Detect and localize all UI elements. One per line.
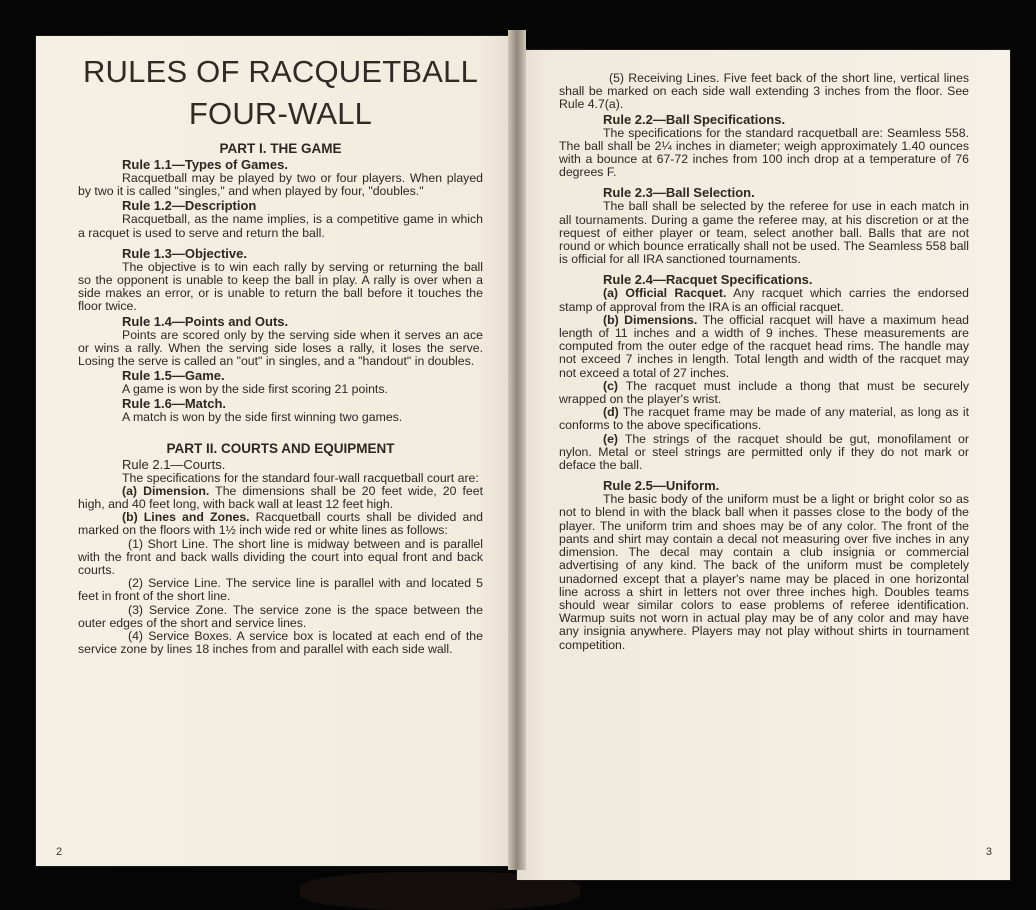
rule-2-3-heading: Rule 2.3—Ball Selection. bbox=[603, 185, 755, 201]
rule-2-4-d bbox=[559, 406, 969, 432]
rule-2-1-heading: Rule 2.1—Courts. bbox=[122, 456, 226, 472]
rule-2-4-b-lead: (b) Dimensions. bbox=[603, 312, 698, 327]
rule-2-4-d-text: The racquet frame may be made of any material, as long as it conforms to the above specifications. bbox=[559, 405, 969, 433]
rule-2-4-c-lead: (c) bbox=[603, 378, 619, 393]
rule-2-4-a-text: Any racquet which carries the endorsed stamp of approval from the IRA is an official racquet. bbox=[559, 286, 969, 314]
part-1-heading: PART I. THE GAME bbox=[219, 141, 342, 156]
line-2-service-line: (2) Service Line. The service line is parallel with and located 5 feet in front of the short line. bbox=[78, 576, 483, 604]
rule-2-4-d-lead: (d) bbox=[603, 405, 619, 420]
rule-1-2-text: Racquetball, as the name implies, is a competitive game in which a racquet is used to serve and return the ball. bbox=[78, 212, 483, 240]
line-3-service-zone: (3) Service Zone. The service zone is the space between the outer edges of the short and service lines. bbox=[78, 602, 483, 630]
rule-2-1-text: The specifications for the standard four-wall racquetball court are: bbox=[122, 470, 479, 485]
open-booklet bbox=[36, 30, 1010, 870]
title-line-1: RULES OF RACQUETBALL bbox=[82, 54, 479, 89]
rule-1-1-text: Racquetball may be played by two or four players. When played by two it is called "singles," and when played by four, "doubles." bbox=[78, 171, 483, 199]
rule-2-4-a-lead: (a) Official Racquet. bbox=[603, 286, 727, 301]
rule-1-1-heading: Rule 1.1—Types of Games. bbox=[122, 157, 288, 172]
rule-2-5-heading: Rule 2.5—Uniform. bbox=[603, 478, 720, 494]
rule-2-1-a-lead: (a) Dimension. bbox=[122, 483, 210, 498]
left-column bbox=[78, 36, 483, 656]
rule-2-2-text: The specifications for the standard racquetball are: Seamless 558. The ball shall be 2¼ inches in diameter; weigh approximately 1.40 ounces with a bounce at 67-72 inches from 100 inch drop at a temperature of 76 degrees F. bbox=[559, 125, 969, 180]
rule-1-2-heading: Rule 1.2—Description bbox=[122, 198, 257, 214]
rule-2-4-e-text: The strings of the racquet should be gut, monofilament or nylon. Metal or steel strings are permitted only if they do not mark or deface the ball. bbox=[559, 431, 969, 473]
rule-1-6-text: A match is won by the side first winning two games. bbox=[122, 410, 403, 425]
title-line-2: FOUR-WALL bbox=[188, 96, 373, 131]
rule-2-1-b-text: Racquetball courts shall be divided and marked on the floors with 1½ inch wide red or white lines as follows: bbox=[78, 510, 483, 538]
rule-1-4-text: Points are scored only by the serving side when it serves an ace or wins a rally. When the serving side loses a rally, it loses the serve. Losing the serve is called an "out" in singles, and a "handout" in doubles. bbox=[78, 327, 483, 369]
left-page bbox=[36, 36, 515, 866]
page-number-right: 3 bbox=[985, 846, 992, 858]
rule-1-3-heading: Rule 1.3—Objective. bbox=[122, 245, 247, 261]
rule-2-5-text: The basic body of the uniform must be a light or bright color so as not to blend in with the black ball when it passes close to the body of the player. The uniform trim and shoes may be of any color. The front of the pants and shirt may contain a decal not measuring over five inches in any dimension. The decal may contain a club insignia or commercial advertising of any kind. The back of the uniform must be completely unadorned except that a player's name may be placed in one horizontal line across a shirt in letters not over three inches high. Doubles teams should wear similar colors to ease problems of referee identification. Warmup suits not worn in actual play may be of any color and may have any insignia anywhere. Players may not play without shirts in tournament competition. bbox=[559, 492, 969, 652]
rule-2-4-e bbox=[559, 433, 969, 473]
part-2-heading: PART II. COURTS AND EQUIPMENT bbox=[166, 440, 395, 456]
rule-2-1-a bbox=[78, 485, 483, 511]
line-4-service-boxes: (4) Service Boxes. A service box is located at each end of the service zone by lines 18 inches from and parallel with each side wall. bbox=[78, 629, 483, 657]
rule-1-4-heading: Rule 1.4—Points and Outs. bbox=[122, 313, 289, 329]
rule-1-5-text: A game is won by the side first scoring 21 points. bbox=[122, 382, 388, 397]
rule-2-1-b-lead: (b) Lines and Zones. bbox=[122, 510, 250, 525]
right-page bbox=[517, 50, 1010, 880]
rule-2-4-e-lead: (e) bbox=[603, 431, 619, 446]
rule-2-4-b-text: The official racquet will have a maximum head length of 11 inches and a width of 9 inches. These measurements are computed from the outer edge of the racquet head rims. The handle may not exceed 7 inches in length. Total length and width of the racquet may not exceed a total of 27 inches. bbox=[559, 312, 969, 380]
booklet-spine bbox=[508, 30, 526, 870]
page-title bbox=[78, 51, 483, 135]
rule-2-4-a bbox=[559, 287, 969, 313]
rule-2-3-text: The ball shall be selected by the referee for use in each match in all tournaments. During a game the referee may, at his discretion or at the request of either player or team, select another ball. Balls that are not round or which bounce erratically shall not be used. The Seamless 558 ball is official for all IRA sanctioned tournaments. bbox=[559, 199, 969, 267]
rule-2-4-c-text: The racquet must include a thong that must be securely wrapped on the player's wrist. bbox=[559, 378, 969, 407]
rule-2-4-c bbox=[559, 380, 969, 406]
page-number-left: 2 bbox=[56, 846, 63, 858]
right-column bbox=[559, 72, 969, 652]
rule-2-2-heading: Rule 2.2—Ball Specifications. bbox=[603, 111, 786, 127]
rule-2-1-a-text: The dimensions shall be 20 feet wide, 20 feet high, and 40 feet long, with back wall at least 12 feet high. bbox=[78, 483, 483, 512]
rule-2-4-b bbox=[559, 314, 969, 380]
line-1-short-line: (1) Short Line. The short line is midway between and is parallel with the front and back walls dividing the court into equal front and back courts. bbox=[78, 536, 483, 578]
rule-2-1-b bbox=[78, 511, 483, 537]
rule-1-5-heading: Rule 1.5—Game. bbox=[122, 368, 225, 384]
rule-1-3-text: The objective is to win each rally by serving or returning the ball so the opponent is unable to keep the ball in play. A rally is over when a side makes an error, or is unable to return the ball before it touches the floor twice. bbox=[78, 259, 483, 314]
rule-2-4-heading: Rule 2.4—Racquet Specifications. bbox=[603, 272, 813, 288]
line-5-receiving-lines: (5) Receiving Lines. Five feet back of the short line, vertical lines shall be marked on each side wall extending 3 inches from the floor. See Rule 4.7(a). bbox=[559, 71, 969, 112]
rule-1-6-heading: Rule 1.6—Match. bbox=[122, 396, 227, 412]
